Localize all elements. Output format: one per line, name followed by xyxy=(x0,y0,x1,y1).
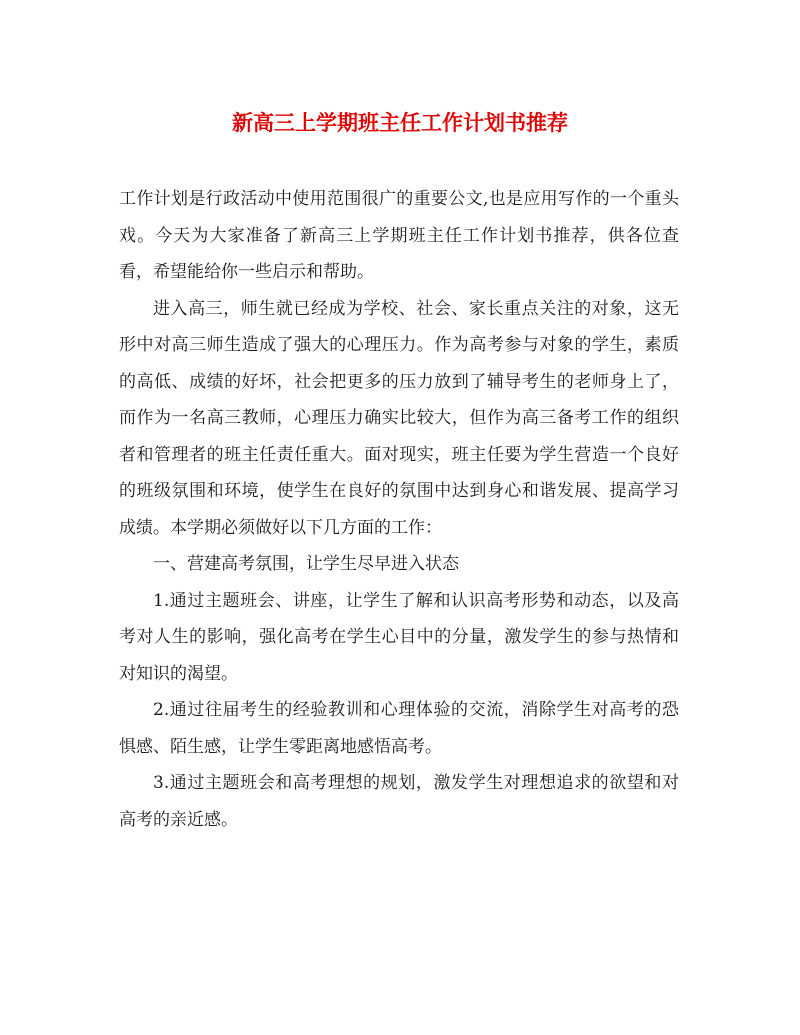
list-item-1: 1.通过主题班会、讲座，让学生了解和认识高考形势和动态，以及高考对人生的影响，强化高考在学生心目中的分量，激发学生的参与热情和对知识的渴望。 xyxy=(119,590,679,684)
paragraph-background: 进入高三，师生就已经成为学校、社会、家长重点关注的对象，这无形中对高三师生造成了强大的心理压力。作为高考参与对象的学生，素质的高低、成绩的好坏，社会把更多的压力放到了辅导考生的老师身上了，而作为一名高三教师，心理压力确实比较大，但作为高三备考工作的组织者和管理者的班主任责任重大。面对现实，班主任要为学生营造一个良好的班级氛围和环境，使学生在良好的氛围中达到身心和谐发展、提高学习成绩。本学期必须做好以下几方面的工作： xyxy=(119,298,679,538)
list-item-3: 3.通过主题班会和高考理想的规划，激发学生对理想追求的欲望和对高考的亲近感。 xyxy=(119,773,679,830)
paragraph-intro: 工作计划是行政活动中使用范围很广的重要公文,也是应用写作的一个重头戏。今天为大家准备了新高三上学期班主任工作计划书推荐，供各位查看，希望能给你一些启示和帮助。 xyxy=(119,189,679,282)
document-title: 新高三上学期班主任工作计划书推荐 xyxy=(232,110,568,135)
list-item-2: 2.通过往届考生的经验教训和心理体验的交流，消除学生对高考的恐惧感、陌生感，让学生零距离地感悟高考。 xyxy=(119,700,679,757)
document-body xyxy=(119,181,679,838)
section-heading-1: 一、营建高考氛围，让学生尽早进入状态 xyxy=(153,554,459,574)
